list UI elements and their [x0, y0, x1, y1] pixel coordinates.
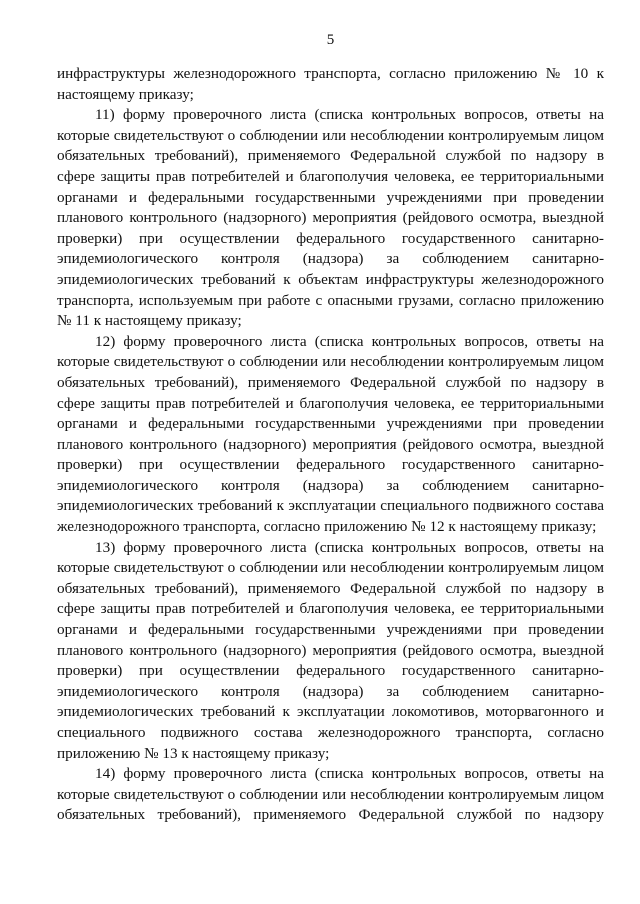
paragraph-item-13: 13) форму проверочного листа (списка контрольных вопросов, ответы на которые свидетельствуют о соблюдении или несоблюдении контролируемым лицом обязательных требований), применяемого Федеральной службой по надзору в сфере защиты прав потребителей и благополучия человека, ее территориальными органами и федеральными государственными учреждениями при проведении планового контрольного (надзорного) мероприятия (рейдового осмотра, выездной проверки) при осуществлении федерального государственного санитарно-эпидемиологического контроля (надзора) за соблюдением санитарно-эпидемиологических требований к эксплуатации локомотивов, моторвагонного и специального подвижного состава железнодорожного транспорта, согласно приложению № 13 к настоящему приказу;	[57, 538, 604, 762]
paragraph-continuation: инфраструктуры железнодорожного транспорта, согласно приложению № 10 к настоящему приказу;	[57, 65, 604, 103]
paragraph-item-11: 11) форму проверочного листа (списка контрольных вопросов, ответы на которые свидетельствуют о соблюдении или несоблюдении контролируемым лицом обязательных требований), применяемого Федеральной службой по надзору в сфере защиты прав потребителей и благополучия человека, ее территориальными органами и федеральными государственными учреждениями при проведении планового контрольного (надзорного) мероприятия (рейдового осмотра, выездной проверки) при осуществлении федерального государственного санитарно-эпидемиологического контроля (надзора) за соблюдением санитарно-эпидемиологических требований к объектам инфраструктуры железнодорожного транспорта, используемым при работе с опасными грузами, согласно приложению № 11 к настоящему приказу;	[57, 106, 604, 330]
paragraph-item-14: 14) форму проверочного листа (списка контрольных вопросов, ответы на которые свидетельствуют о соблюдении или несоблюдении контролируемым лицом обязательных требований), применяемого Федеральной службой по надзору	[57, 765, 604, 824]
paragraph-item-12: 12) форму проверочного листа (списка контрольных вопросов, ответы на которые свидетельствуют о соблюдении или несоблюдении контролируемым лицом обязательных требований), применяемого Федеральной службой по надзору в сфере защиты прав потребителей и благополучия человека, ее территориальными органами и федеральными государственными учреждениями при проведении планового контрольного (надзорного) мероприятия (рейдового осмотра, выездной проверки) при осуществлении федерального государственного санитарно-эпидемиологического контроля (надзора) за соблюдением санитарно-эпидемиологических требований к эксплуатации специального подвижного состава железнодорожного транспорта, согласно приложению № 12 к настоящему приказу;	[57, 332, 604, 536]
page-number: 5	[326, 32, 335, 48]
